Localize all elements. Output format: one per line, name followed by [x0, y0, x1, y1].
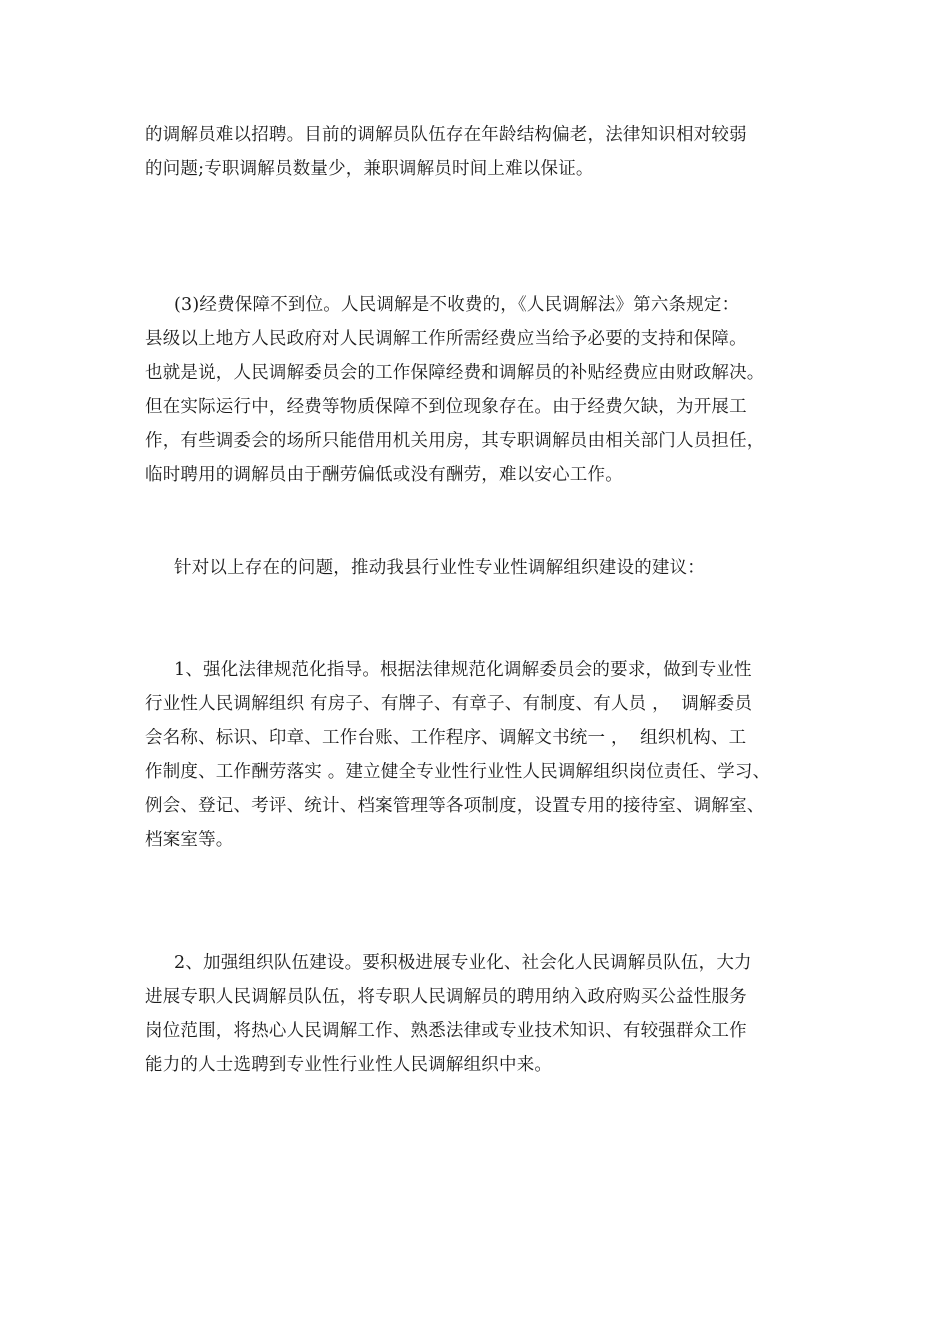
text-line: 临时聘用的调解员由于酬劳偏低或没有酬劳，难以安心工作。 — [145, 465, 623, 485]
text-line: 会名称、标识、印章、工作台账、工作程序、调解文书统一 ， 组织机构、工 — [145, 728, 747, 748]
text-line: 作制度、工作酬劳落实 。建立健全专业性行业性人民调解组织岗位责任、学习、 — [145, 762, 771, 782]
paragraph-suggestion-2 — [145, 946, 825, 1082]
text-line: 岗位范围，将热心人民调解工作、熟悉法律或专业技术知识、有较强群众工作 — [145, 1021, 747, 1041]
text-line: 县级以上地方人民政府对人民调解工作所需经费应当给予必要的支持和保障。 — [145, 329, 747, 349]
text-line: 行业性人民调解组织 有房子、有牌子、有章子、有制度、有人员 ， 调解委员 — [145, 694, 753, 714]
text-line: 的调解员难以招聘。目前的调解员队伍存在年龄结构偏老，法律知识相对较弱 — [145, 125, 747, 145]
text-line: 的问题;专职调解员数量少，兼职调解员时间上难以保证。 — [145, 159, 594, 179]
text-line: 档案室等。 — [145, 830, 234, 850]
text-line: 但在实际运行中，经费等物质保障不到位现象存在。由于经费欠缺，为开展工 — [145, 397, 747, 417]
text-line: 1、强化法律规范化指导。根据法律规范化调解委员会的要求，做到专业性 — [174, 660, 752, 680]
text-line: 作，有些调委会的场所只能借用机关用房，其专职调解员由相关部门人员担任， — [145, 431, 765, 451]
text-line: 能力的人士选聘到专业性行业性人民调解组织中来。 — [145, 1055, 553, 1075]
text-line: (3)经费保障不到位。人民调解是不收费的，《人民调解法》第六条规定： — [174, 295, 740, 315]
text-line: 针对以上存在的问题，推动我县行业性专业性调解组织建设的建议： — [174, 558, 705, 578]
text-line: 例会、登记、考评、统计、档案管理等各项制度，设置专用的接待室、调解室、 — [145, 796, 765, 816]
paragraph-funding-guarantee — [145, 288, 825, 492]
paragraph-suggestions-intro — [145, 551, 825, 585]
text-line: 进展专职人民调解员队伍，将专职人民调解员的聘用纳入政府购买公益性服务 — [145, 987, 747, 1007]
text-line: 也就是说，人民调解委员会的工作保障经费和调解员的补贴经费应由财政解决。 — [145, 363, 765, 383]
paragraph-mediator-recruitment — [145, 118, 825, 186]
text-line: 2、加强组织队伍建设。要积极进展专业化、社会化人民调解员队伍，大力 — [174, 953, 752, 973]
paragraph-suggestion-1 — [145, 653, 825, 857]
